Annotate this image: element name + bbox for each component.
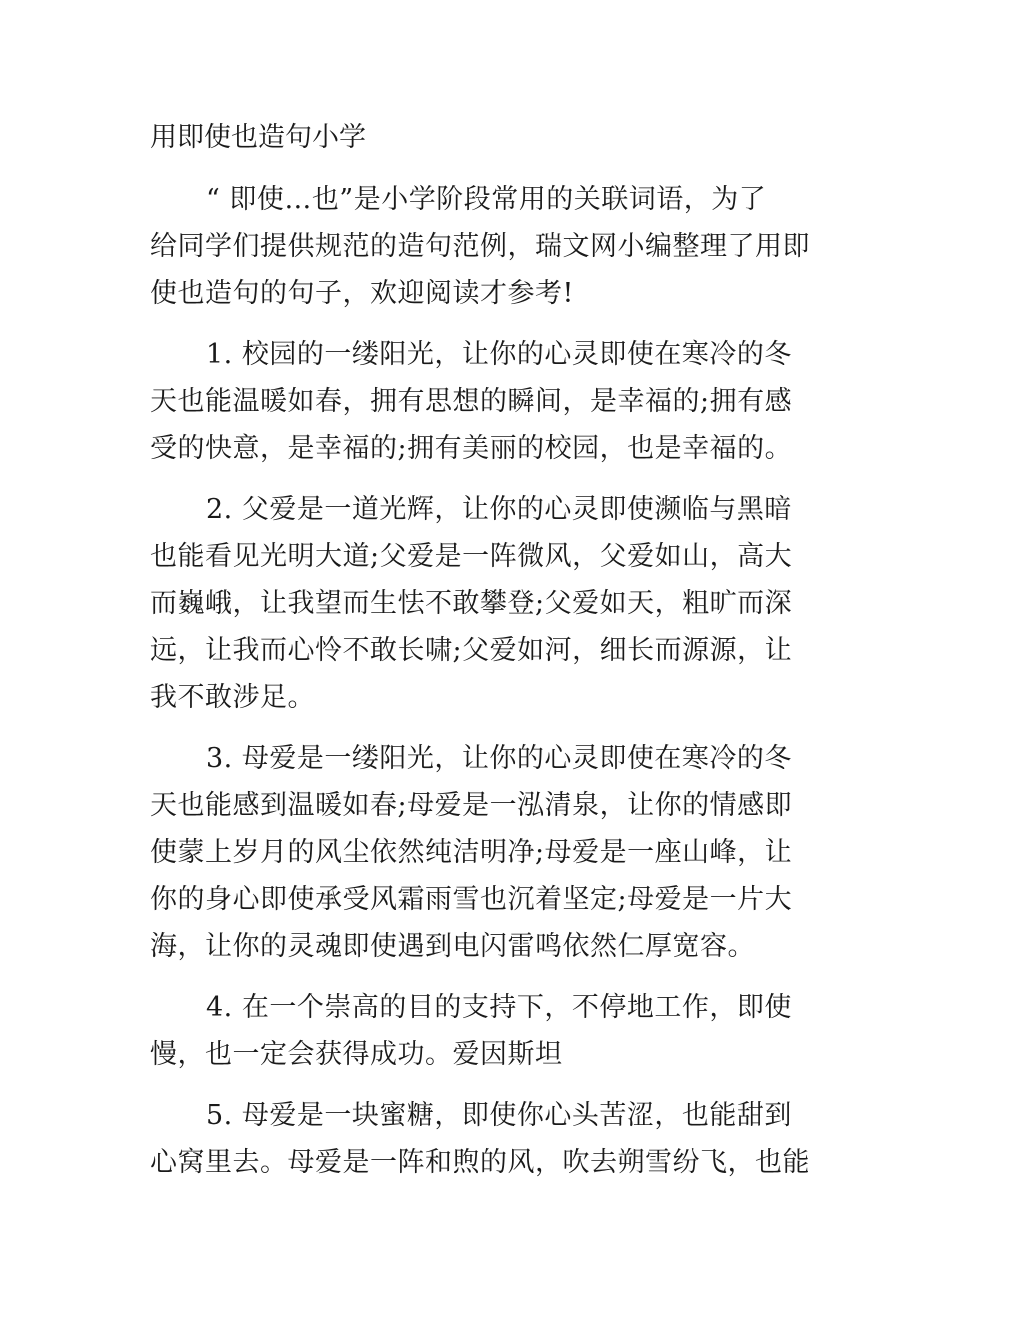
text-line: 也能看见光明大道;父爱是一阵微风，父爱如山，高大	[150, 541, 793, 572]
text-line: 受的快意，是幸福的;拥有美丽的校园，也是幸福的。	[150, 433, 793, 464]
document-page	[150, 118, 880, 1200]
example-sentence-3	[150, 735, 880, 970]
document-title: 用即使也造句小学	[150, 122, 366, 153]
text-line: 你的身心即使承受风霜雨雪也沉着坚定;母爱是一片大	[150, 884, 793, 915]
text-line: 慢，也一定会获得成功。爱因斯坦	[150, 1039, 563, 1070]
example-sentence-1	[150, 331, 880, 472]
text-line: 海，让你的灵魂即使遇到电闪雷鸣依然仁厚宽容。	[150, 931, 755, 962]
text-line: “ 即使…也”是小学阶段常用的关联词语，为了	[206, 184, 767, 215]
text-line: 2. 父爱是一道光辉，让你的心灵即使濒临与黑暗	[206, 494, 792, 525]
text-line: 远，让我而心怜不敢长啸;父爱如河，细长而源源，让	[150, 635, 793, 666]
text-line: 心窝里去。母爱是一阵和煦的风，吹去朔雪纷飞，也能	[150, 1147, 810, 1178]
text-line: 使蒙上岁月的风尘依然纯洁明净;母爱是一座山峰，让	[150, 837, 793, 868]
example-sentence-2	[150, 486, 880, 721]
text-line: 3. 母爱是一缕阳光，让你的心灵即使在寒冷的冬	[206, 743, 792, 774]
text-line: 使也造句的句子，欢迎阅读才参考!	[150, 278, 574, 309]
text-line: 5. 母爱是一块蜜糖，即使你心头苦涩，也能甜到	[206, 1100, 792, 1131]
text-line: 天也能感到温暖如春;母爱是一泓清泉，让你的情感即	[150, 790, 793, 821]
text-line: 天也能温暖如春，拥有思想的瞬间，是幸福的;拥有感	[150, 386, 793, 417]
text-line: 我不敢涉足。	[150, 682, 315, 713]
text-line: 4. 在一个崇高的目的支持下，不停地工作，即使	[206, 992, 792, 1023]
text-line: 1. 校园的一缕阳光，让你的心灵即使在寒冷的冬	[206, 339, 792, 370]
example-sentence-5	[150, 1092, 880, 1186]
intro-paragraph	[150, 176, 880, 317]
example-sentence-4	[150, 984, 880, 1078]
text-line: 给同学们提供规范的造句范例，瑞文网小编整理了用即	[150, 231, 810, 262]
text-line: 而巍峨，让我望而生怯不敢攀登;父爱如天，粗旷而深	[150, 588, 793, 619]
